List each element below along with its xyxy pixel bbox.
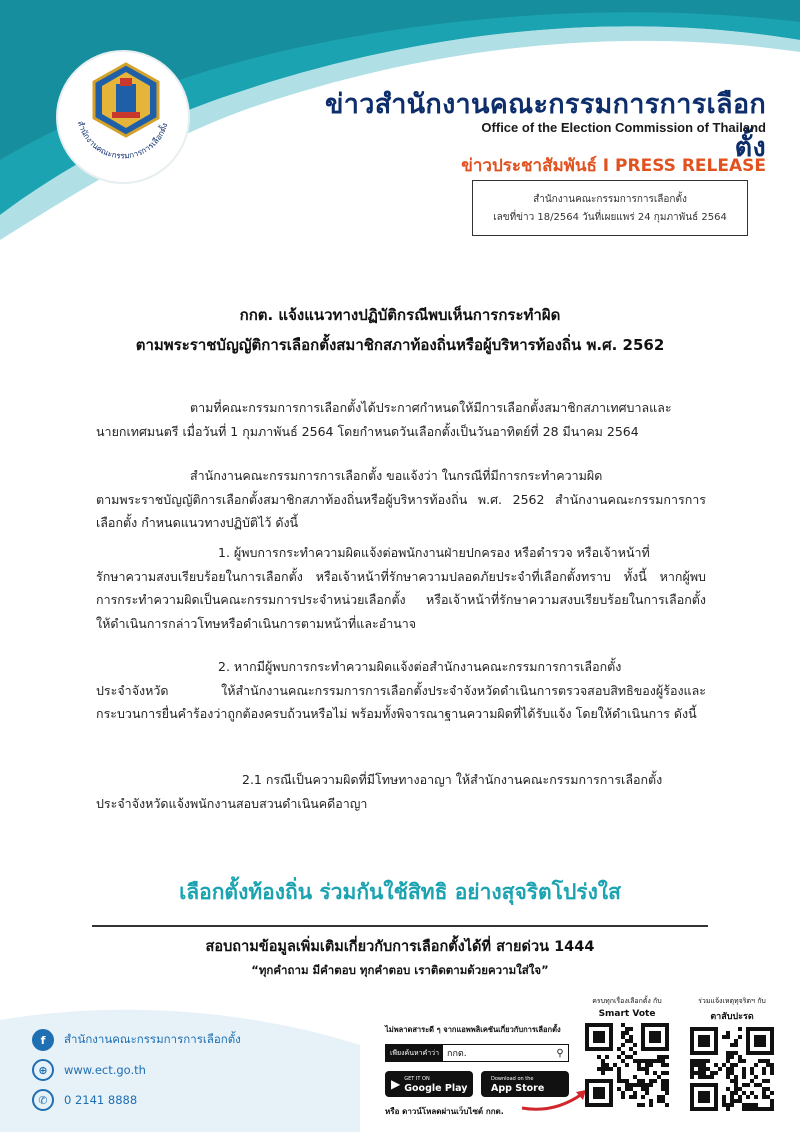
release-number-date: เลขที่ข่าว 18/2564 วันที่เผยแพร่ 24 กุมภาพันธ์ 2564	[493, 212, 727, 223]
qr-report-name: ตาสับปะรด	[710, 1012, 754, 1022]
phone-icon: ✆	[32, 1089, 54, 1111]
body-paragraph-1	[96, 396, 706, 443]
app-search-bar	[385, 1044, 569, 1062]
globe-icon: ⊕	[32, 1059, 54, 1081]
qr-report-fraud[interactable]	[688, 996, 776, 1115]
search-icon: ⚲	[556, 1047, 564, 1059]
facebook-label: สำนักงานคณะกรรมการการเลือกตั้ง	[64, 1032, 241, 1046]
qr-code-icon	[690, 1027, 774, 1111]
red-arrow-icon	[520, 1088, 590, 1114]
org-title-thai: ข่าวสำนักงานคณะกรรมการการเลือกตั้ง	[325, 89, 766, 163]
logo-ring-text	[58, 52, 188, 182]
paragraph-1-first-line: ตามที่คณะกรรมการการเลือกตั้งได้ประกาศกำหนดให้มีการเลือกตั้งสมาชิกสภาเทศบาลและ	[190, 400, 672, 415]
body-paragraph-3	[96, 541, 706, 635]
search-label: เพียงค้นหาคำว่า	[386, 1045, 443, 1061]
qr-code-icon	[585, 1023, 669, 1107]
contact-facebook[interactable]	[32, 1028, 241, 1052]
google-play-small: GET IT ON	[404, 1076, 430, 1082]
website-label: www.ect.go.th	[64, 1063, 146, 1077]
headline-line-1: กกต. แจ้งแนวทางปฏิบัติกรณีพบเห็นการกระทำผิด	[239, 306, 561, 324]
phone-label: 0 2141 8888	[64, 1093, 138, 1107]
paragraph-3-rest: รักษาความสงบเรียบร้อยในการเลือกตั้ง หรือเจ้าหน้าที่รักษาความปลอดภัยประจำที่เลือกตั้งทราบ ทั้งนี้ หากผู้พบการกระทำความผิดเป็นคณะกรรมการประจำหน่วยเลือกตั้ง หรือเจ้าหน้าที่รักษาความสงบเรียบร้อยในการเลือกตั้ง ให้ดำเนินการกล่าวโทษหรือดำเนินการตามหน้าที่และอำนาจ	[96, 568, 706, 631]
search-value: กกต.	[447, 1049, 467, 1059]
facebook-icon: f	[32, 1029, 54, 1051]
google-play-button[interactable]	[385, 1071, 473, 1097]
press-release-label: ข่าวประชาสัมพันธ์ I PRESS RELEASE	[461, 156, 766, 176]
campaign-slogan: เลือกตั้งท้องถิ่น ร่วมกันใช้สิทธิ อย่างสุจริตโปร่งใส	[179, 880, 621, 904]
qr-report-caption: ร่วมแจ้งเหตุทุจริตฯ กับ	[698, 997, 766, 1005]
body-paragraph-5	[96, 768, 706, 815]
release-office: สำนักงานคณะกรรมการการเลือกตั้ง	[533, 194, 687, 205]
qr-smart-vote-name: Smart Vote	[598, 1009, 656, 1019]
body-paragraph-4	[96, 655, 706, 726]
app-store-label: App Store	[491, 1083, 545, 1094]
paragraph-1-rest: นายกเทศมนตรี เมื่อวันที่ 1 กุมภาพันธ์ 2564 โดยกำหนดวันเลือกตั้งเป็นวันอาทิตย์ที่ 28 มีนาคม 2564	[96, 423, 639, 439]
paragraph-3-first-line: 1. ผู้พบการกระทำความผิดแจ้งต่อพนักงานฝ่ายปกครอง หรือตำรวจ หรือเจ้าหน้าที่	[218, 545, 650, 560]
paragraph-4-rest: ประจำจังหวัด ให้สำนักงานคณะกรรมการการเลือกตั้งประจำจังหวัดดำเนินการตรวจสอบสิทธิของผู้ร้องและกระบวนการยื่นคำร้องว่าถูกต้องครบถ้วนหรือไม่ พร้อมทั้งพิจารณาฐานความผิดที่ได้รับแจ้ง โดยให้ดำเนินการ ดังนี้	[96, 682, 706, 721]
headline-line-2: ตามพระราชบัญญัติการเลือกตั้งสมาชิกสภาท้องถิ่นหรือผู้บริหารท้องถิ่น พ.ศ. 2562	[135, 336, 665, 354]
contact-website[interactable]	[32, 1058, 146, 1082]
qr-smart-vote[interactable]	[583, 996, 671, 1111]
org-title-english: Office of the Election Commission of Thailand	[481, 120, 766, 135]
tagline-quote: “ทุกคำถาม มีคำตอบ ทุกคำตอบ เราติดตามด้วยความใส่ใจ”	[251, 963, 549, 977]
paragraph-2-rest: ตามพระราชบัญญัติการเลือกตั้งสมาชิกสภาท้องถิ่นหรือผู้บริหารท้องถิ่น พ.ศ. 2562 สำนักงานคณะกรรมการการเลือกตั้ง กำหนดแนวทางปฏิบัติไว้ ดังนี้	[96, 491, 706, 530]
web-download-note: หรือ ดาวน์โหลดผ่านเว็บไซต์ กกต.	[385, 1107, 504, 1116]
release-info-box	[472, 180, 748, 236]
app-caption: ไม่พลาดสาระดี ๆ จากแอพพลิเคชันเกี่ยวกับการเลือกตั้ง	[385, 1025, 561, 1034]
google-play-label: Google Play	[404, 1083, 468, 1094]
svg-text:สำนักงานคณะกรรมการการเลือกตั้ง: สำนักงานคณะกรรมการการเลือกตั้ง	[75, 119, 170, 161]
paragraph-2-first-line: สำนักงานคณะกรรมการการเลือกตั้ง ขอแจ้งว่า ในกรณีที่มีการกระทำความผิด	[190, 468, 603, 483]
paragraph-5-first-line: 2.1 กรณีเป็นความผิดที่มีโทษทางอาญา ให้สำนักงานคณะกรรมการการเลือกตั้ง	[242, 772, 663, 787]
contact-phone[interactable]	[32, 1088, 137, 1112]
paragraph-5-rest: ประจำจังหวัดแจ้งพนักงานสอบสวนดำเนินคดีอาญา	[96, 795, 368, 811]
app-store-small: Download on the	[491, 1076, 534, 1082]
body-paragraph-2	[96, 464, 706, 535]
google-play-icon: ▶	[391, 1077, 401, 1091]
divider	[92, 925, 708, 927]
hotline-text: สอบถามข้อมูลเพิ่มเติมเกี่ยวกับการเลือกตั้งได้ที่ สายด่วน 1444	[205, 939, 595, 955]
paragraph-4-first-line: 2. หากมีผู้พบการกระทำความผิดแจ้งต่อสำนักงานคณะกรรมการการเลือกตั้ง	[218, 659, 622, 674]
qr-smart-vote-caption: ครบทุกเรื่องเลือกตั้ง กับ	[592, 997, 662, 1005]
